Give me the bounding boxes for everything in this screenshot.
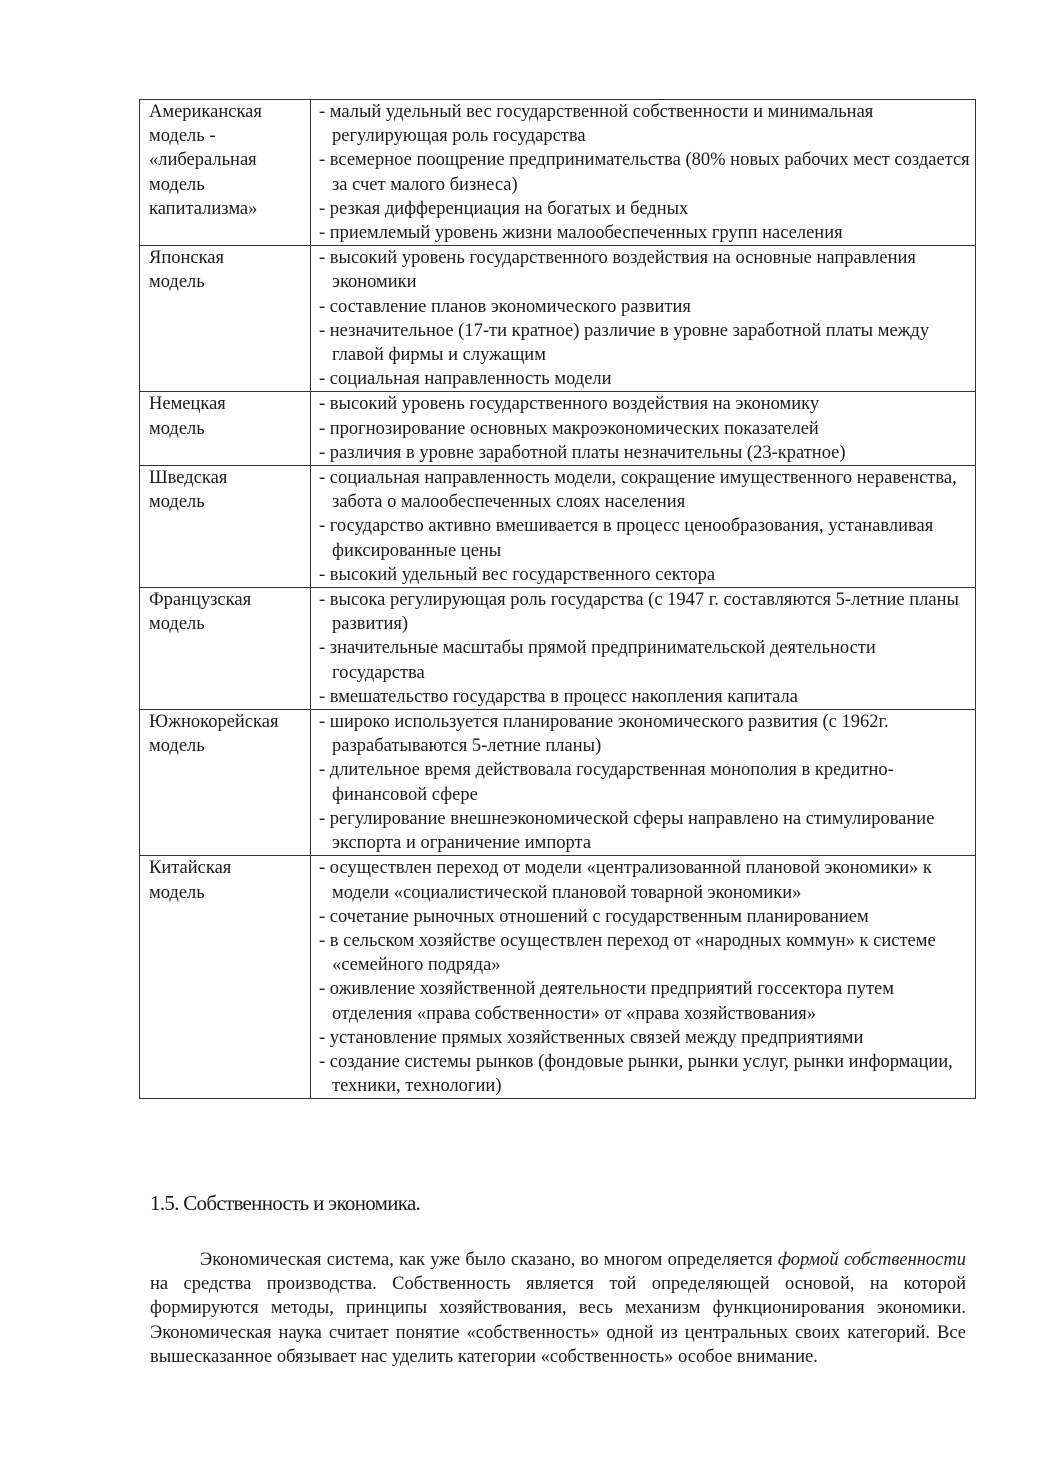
model-name-line: капитализма»	[149, 198, 258, 219]
model-feature-item: - приемлемый уровень жизни малообеспеченных групп населения	[319, 223, 843, 244]
model-feature-item: - длительное время действовала государственная монополия в кредитно-финансовой сфере	[319, 760, 894, 805]
model-feature-item: - различия в уровне заработной платы незначительны (23-кратное)	[319, 442, 846, 463]
model-feature-item: - социальная направленность модели, сокращение имущественного неравенства, забота о малообеспеченных слоях населения	[319, 468, 957, 513]
model-features-cell	[311, 246, 976, 392]
model-name-cell	[140, 588, 311, 710]
model-name-cell	[140, 466, 311, 588]
model-features-cell	[311, 710, 976, 856]
model-name-line: Японская	[149, 248, 225, 269]
model-feature-item: - регулирование внешнеэкономической сферы направлено на стимулирование экспорта и ограничение импорта	[319, 808, 935, 854]
model-feature-item: - создание системы рынков (фондовые рынки, рынки услуг, рынки информации, техники, технологии)	[319, 1051, 953, 1097]
model-name-line: Немецкая	[149, 394, 226, 415]
model-name-line: модель	[149, 614, 205, 635]
model-row	[140, 392, 976, 466]
model-feature-item: - социальная направленность модели	[319, 369, 612, 390]
model-feature-item: - государство активно вмешивается в процесс ценообразования, устанавливая фиксированные цены	[319, 516, 934, 561]
model-feature-item: - оживление хозяйственной деятельности предприятий госсектора путем отделения «права собственности» от «права хозяйствования»	[319, 979, 894, 1024]
model-features-cell	[311, 588, 976, 710]
model-name-line: Французская	[149, 590, 252, 611]
economic-models-table	[139, 99, 976, 1099]
model-name-line: Южнокорейская	[149, 712, 279, 733]
paragraph-emphasis: формой собственности	[777, 1250, 966, 1270]
model-name-line: модель -	[149, 126, 216, 147]
model-name-cell	[140, 710, 311, 856]
model-feature-item: - в сельском хозяйстве осуществлен переход от «народных коммун» к системе «семейного подряда»	[319, 930, 936, 976]
model-feature-item: - значительные масштабы прямой предпринимательской деятельности государства	[319, 638, 876, 683]
model-name-line: модель	[149, 174, 205, 195]
model-feature-item: - установление прямых хозяйственных связей между предприятиями	[319, 1027, 864, 1048]
model-name-line: модель	[149, 492, 205, 513]
model-row	[140, 466, 976, 588]
section-paragraph	[150, 1248, 966, 1369]
model-name-line: модель	[149, 418, 205, 439]
model-feature-item: - осуществлен переход от модели «централизованной плановой экономики» к модели «социалистической плановой товарной экономики»	[319, 858, 932, 903]
model-feature-item: - составление планов экономического развития	[319, 296, 691, 317]
model-row	[140, 246, 976, 392]
model-feature-item: - вмешательство государства в процесс накопления капитала	[319, 686, 798, 707]
section-heading: 1.5. Собственность и экономика.	[150, 1191, 421, 1215]
model-name-line: Китайская	[149, 858, 232, 879]
model-features-cell	[311, 392, 976, 466]
model-feature-item: - широко используется планирование экономического развития (с 1962г. разрабатываются 5-летние планы)	[319, 712, 889, 757]
model-name-cell	[140, 246, 311, 392]
model-features-cell	[311, 100, 976, 246]
model-feature-item: - незначительное (17-ти кратное) различие в уровне заработной платы между главой фирмы и служащим	[319, 320, 930, 366]
model-name-line: модель	[149, 272, 205, 293]
model-name-cell	[140, 100, 311, 246]
model-row	[140, 588, 976, 710]
model-feature-item: - высокий уровень государственного воздействия на основные направления экономики	[319, 248, 916, 293]
paragraph-text-end: на средства производства. Собственность является той определяющей основой, на которой формируются методы, принципы хозяйствования, весь механизм функционирования экономики. Экономическая наука считает понятие «собственность» одной из центральных своих категорий. Все вышесказанное обязывает нас уделить категории «собственность» особое внимание.	[150, 1274, 966, 1367]
paragraph-text-start: Экономическая система, как уже было сказано, во многом определяется	[200, 1250, 778, 1270]
model-name-cell	[140, 392, 311, 466]
model-name-line: «либеральная	[149, 150, 257, 171]
model-feature-item: - высока регулирующая роль государства (с 1947 г. составляются 5-летние планы развития)	[319, 590, 959, 635]
model-name-line: Американская	[149, 102, 262, 122]
model-row	[140, 710, 976, 856]
model-feature-item: - высокий уровень государственного воздействия на экономику	[319, 394, 820, 415]
model-features-cell	[311, 466, 976, 588]
model-features-cell	[311, 856, 976, 1099]
model-name-line: модель	[149, 736, 205, 757]
economic-models-table-body	[140, 100, 976, 1099]
model-feature-item: - всемерное поощрение предпринимательства (80% новых рабочих мест создается за счет малого бизнеса)	[319, 150, 970, 195]
model-feature-item: - малый удельный вес государственной собственности и минимальная регулирующая роль государства	[319, 102, 874, 147]
model-feature-item: - резкая дифференциация на богатых и бедных	[319, 198, 689, 219]
model-row	[140, 100, 976, 246]
model-name-line: Шведская	[149, 468, 228, 489]
model-feature-item: - сочетание рыночных отношений с государственным планированием	[319, 906, 869, 927]
model-row	[140, 856, 976, 1099]
model-feature-item: - прогнозирование основных макроэкономических показателей	[319, 418, 819, 439]
model-name-cell	[140, 856, 311, 1099]
model-feature-item: - высокий удельный вес государственного сектора	[319, 564, 716, 585]
model-name-line: модель	[149, 882, 205, 903]
